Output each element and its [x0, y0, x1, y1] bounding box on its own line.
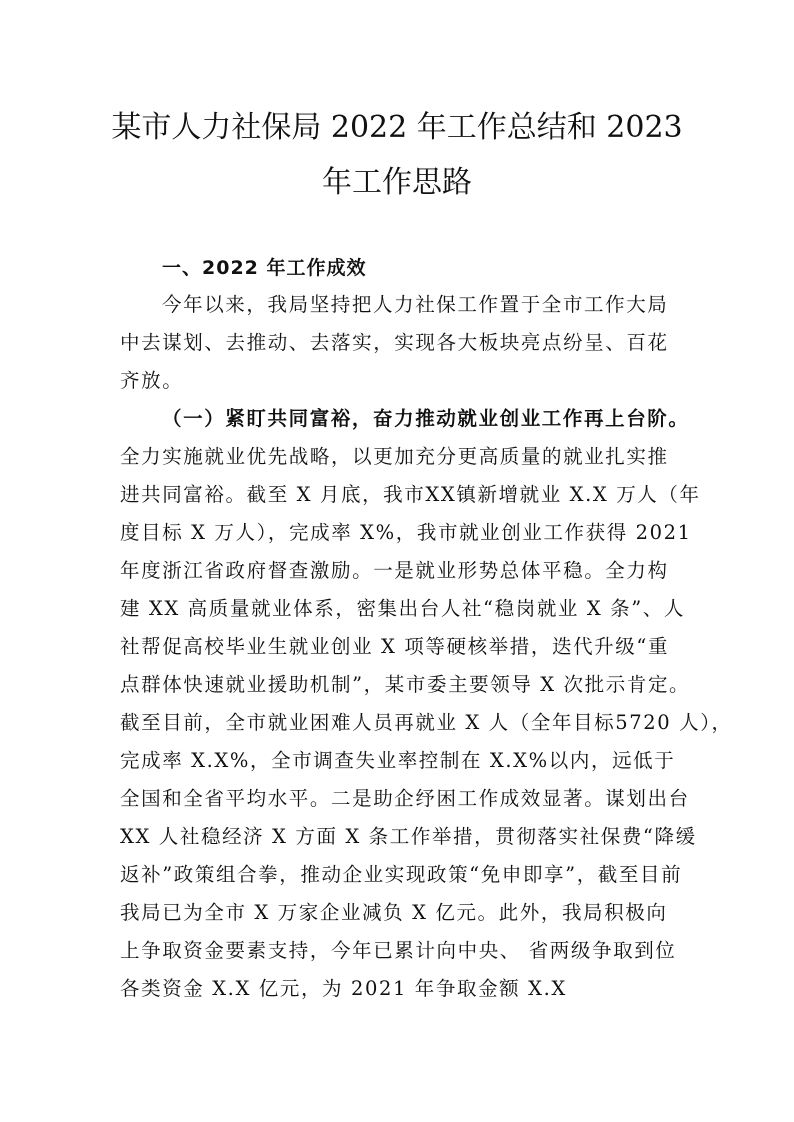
paragraph-line: 上争取资金要素支持，今年已累计向中央、 省两级争取到位	[120, 939, 677, 962]
section-heading: 一、2022 年工作成效	[162, 257, 367, 279]
paragraph-line: 截至目前，全市就业困难人员再就业 X 人（全年目标5720 人），	[120, 711, 733, 734]
paragraph-line: 社帮促高校毕业生就业创业 X 项等硬核举措，迭代升级“重	[120, 635, 670, 658]
paragraph-line: 我局已为全市 X 万家企业减负 X 亿元。此外，我局积极向	[120, 901, 668, 924]
document-title-line-1: 某市人力社保局 2022 年工作总结和 2023	[111, 110, 683, 145]
paragraph-line: XX 人社稳经济 X 方面 X 条工作举措，贯彻落实社保费“降缓	[120, 825, 697, 848]
paragraph-line: 年度浙江省政府督查激励。一是就业形势总体平稳。全力构	[120, 559, 669, 582]
paragraph-line: 中去谋划、去推动、去落实，实现各大板块亮点纷呈、百花	[120, 331, 669, 354]
paragraph-line: 进共同富裕。截至 X 月底，我市XX镇新增就业 X.X 万人（年	[120, 483, 701, 506]
paragraph-line: 返补”政策组合拳，推动企业实现政策“免申即享”，截至目前	[120, 863, 683, 886]
paragraph-line: 全力实施就业优先战略，以更加充分更高质量的就业扎实推	[120, 445, 669, 468]
paragraph-line: 齐放。	[120, 369, 184, 392]
paragraph-line: 点群体快速就业援助机制”，某市委主要领导 X 次批示肯定。	[120, 673, 691, 696]
paragraph-line: 度目标 X 万人），完成率 X%，我市就业创业工作获得 2021	[120, 521, 692, 544]
paragraph-line: 完成率 X.X%，全市调查失业率控制在 X.X%以内，远低于	[120, 749, 676, 772]
paragraph-line: 建 XX 高质量就业体系，密集出台人社“稳岗就业 X 条”、人	[120, 597, 685, 620]
document-title-line-2: 年工作思路	[322, 165, 472, 200]
paragraph-line: 今年以来，我局坚持把人力社保工作置于全市工作大局	[162, 293, 669, 316]
paragraph-line: 各类资金 X.X 亿元，为 2021 年争取金额 X.X	[120, 977, 567, 1000]
paragraph-line: 全国和全省平均水平。二是助企纾困工作成效显著。谋划出台	[120, 787, 690, 810]
sub-heading: （一）紧盯共同富裕，奋力推动就业创业工作再上台阶。	[162, 407, 690, 430]
